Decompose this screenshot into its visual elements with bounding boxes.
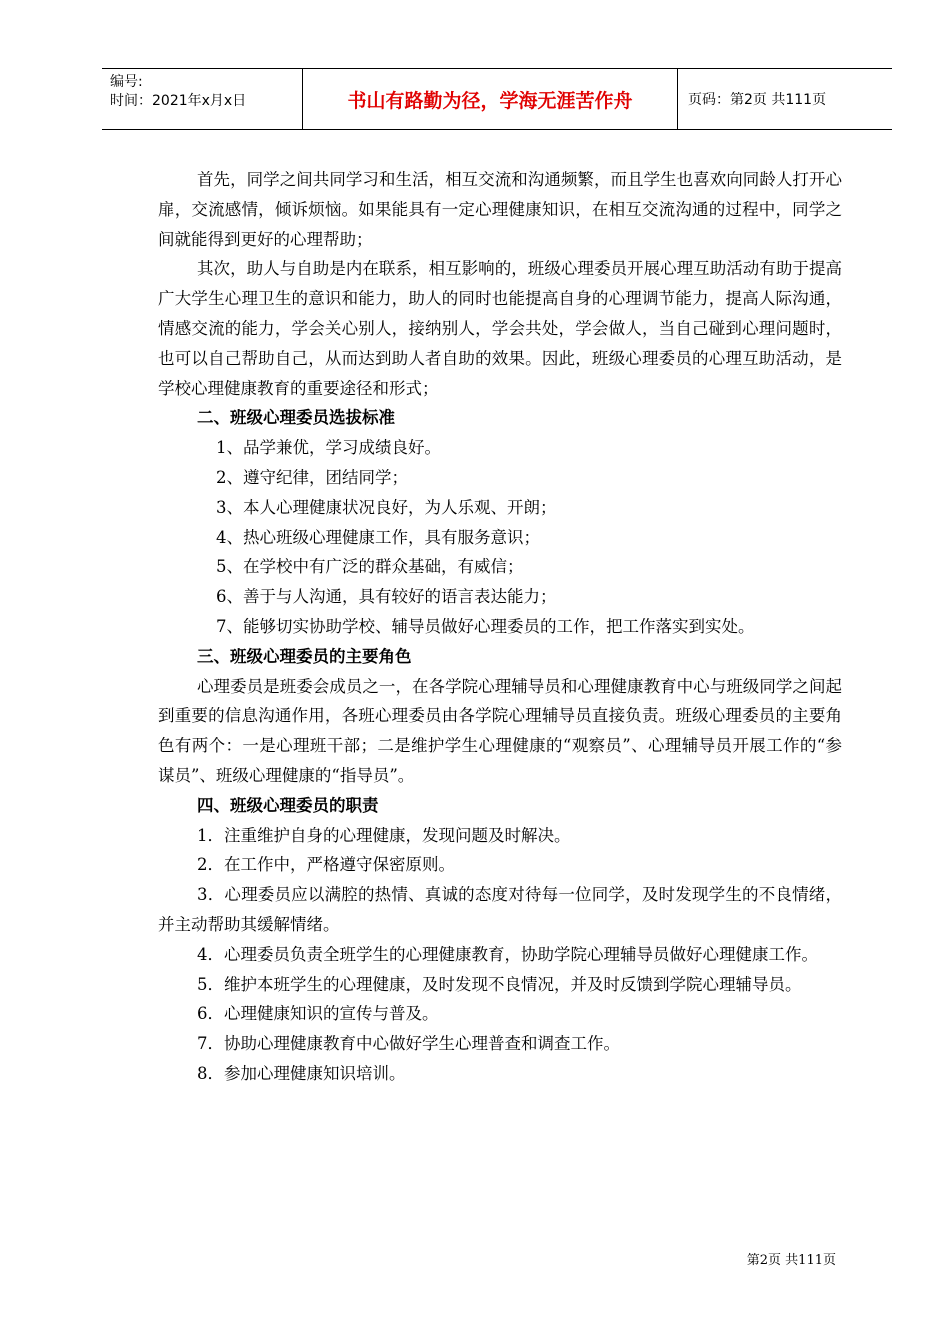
criteria-item: 1、品学兼优，学习成绩良好。 — [216, 438, 441, 458]
duty-item: 2．在工作中，严格遵守保密原则。 — [197, 855, 455, 875]
paragraph-1: 首先，同学之间共同学习和生活，相互交流和沟通频繁，而且学生也喜欢向同龄人打开心扉，交流感情，倾诉烦恼。如果能具有一定心理健康知识，在相互交流沟通的过程中，同学之间就能得到更好的心理帮助； — [158, 170, 842, 249]
criteria-item: 5、在学校中有广泛的群众基础，有威信； — [216, 557, 524, 577]
criteria-item: 6、善于与人沟通，具有较好的语言表达能力； — [216, 587, 557, 607]
page-footer: 第2页 共111页 — [746, 1253, 836, 1268]
page-header — [102, 68, 892, 130]
duty-item: 4．心理委员负责全班学生的心理健康教育，协助学院心理辅导员做好心理健康工作。 — [197, 944, 818, 964]
criteria-item: 2、遵守纪律，团结同学； — [216, 467, 408, 487]
document-number-label: 编号: — [110, 74, 143, 90]
document-date: 时间：2021年x月x日 — [110, 93, 247, 109]
section-heading-duties: 四、班级心理委员的职责 — [197, 795, 379, 815]
roles-paragraph: 心理委员是班委会成员之一，在各学院心理辅导员和心理健康教育中心与班级同学之间起到重要的信息沟通作用，各班心理委员由各学院心理辅导员直接负责。班级心理委员的主要角色有两个：一是心理班干部；二是维护学生心理健康的“观察员”、心理辅导员开展工作的“参谋员”、班级心理健康的“指导员”。 — [158, 676, 842, 785]
document-body — [158, 165, 842, 1089]
duty-item: 7．协助心理健康教育中心做好学生心理普查和调查工作。 — [197, 1034, 620, 1054]
section-heading-selection-criteria: 二、班级心理委员选拔标准 — [197, 408, 395, 428]
duty-item: 6．心理健康知识的宣传与普及。 — [197, 1004, 439, 1024]
header-meta-cell — [102, 69, 303, 129]
paragraph-2: 其次，助人与自助是内在联系，相互影响的，班级心理委员开展心理互助活动有助于提高广大学生心理卫生的意识和能力，助人的同时也能提高自身的心理调节能力，提高人际沟通，情感交流的能力，学会关心别人，接纳别人，学会共处，学会做人，当自己碰到心理问题时，也可以自己帮助自己，从而达到助人者自助的效果。因此，班级心理委员的心理互助活动，是学校心理健康教育的重要途径和形式； — [158, 259, 842, 398]
duty-item: 1．注重维护自身的心理健康，发现问题及时解决。 — [197, 825, 571, 845]
header-motto: 书山有路勤为径，学海无涯苦作舟 — [303, 69, 678, 129]
criteria-item: 7、能够切实协助学校、辅导员做好心理委员的工作，把工作落实到实处。 — [216, 616, 755, 636]
criteria-item: 4、热心班级心理健康工作，具有服务意识； — [216, 527, 540, 547]
duty-item: 5．维护本班学生的心理健康，及时发现不良情况，并及时反馈到学院心理辅导员。 — [197, 974, 802, 994]
header-page-info: 页码：第2页 共111页 — [688, 92, 827, 108]
section-heading-main-roles: 三、班级心理委员的主要角色 — [197, 646, 412, 666]
duty-item: 8．参加心理健康知识培训。 — [197, 1063, 406, 1083]
criteria-item: 3、本人心理健康状况良好，为人乐观、开朗； — [216, 497, 557, 517]
duty-item: 3．心理委员应以满腔的热情、真诚的态度对待每一位同学，及时发现学生的不良情绪，并主动帮助其缓解情绪。 — [158, 885, 842, 934]
